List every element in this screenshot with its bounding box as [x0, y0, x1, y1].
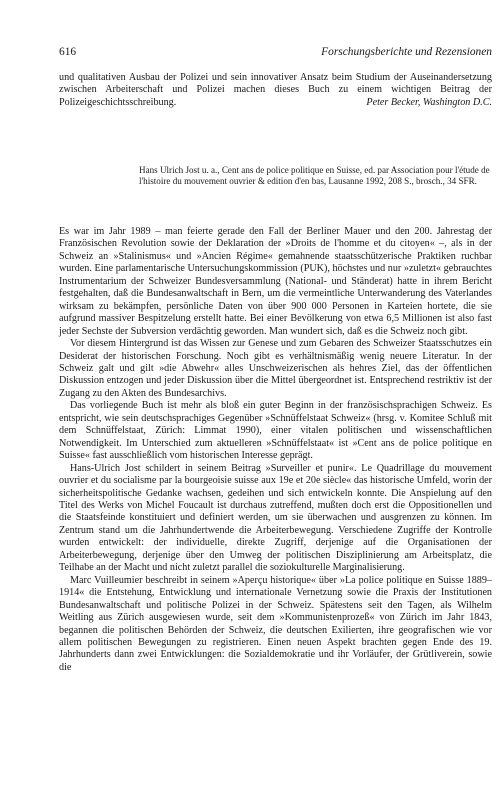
bibliography-entry: Hans Ulrich Jost u. a., Cent ans de police politique en Suisse, ed. par Association pour l'étude de l'histoire du mouvement ouvrier & edition d'en bas, Lausanne 1992, 208 S., brosch., 34 SFR. [139, 165, 490, 187]
previous-review-ending [59, 72, 492, 109]
previous-review-paragraph [59, 72, 492, 109]
book-bibliography [139, 165, 491, 188]
page-number: 616 [59, 46, 77, 58]
page-header [59, 46, 492, 60]
running-title: Forschungsberichte und Rezensionen [321, 46, 492, 58]
reviewer-signature: Peter Becker, Washington D.C. [366, 96, 492, 108]
review-paragraph-4: Hans-Ulrich Jost schildert in seinem Beitrag »Surveiller et punir«. Le Quadrillage du mouvement ouvrier et du socialisme par la bourgeoisie suisse aux 19e et 20e siècle« das historische Umfeld, worin der sicherheitspolitische Gedanke wachsen, gedeihen und sich entwickeln konnte. Die Anspielung auf den Titel des Werks von Michel Foucault ist durchaus zutreffend, mußten doch erst die Oppositionellen und die Staatsfeinde konstituiert und definiert werden, um sie überwachen und ausgrenzen zu können. Im Zentrum stand um die Jahrhundertwende die Arbeiterbewegung. Verschiedene Zugriffe der Kontrolle wurden entwickelt: der individuelle, direkte Zugriff, derjenige auf die Organisationen der Arbeiterbewegung, derjenige über den Umweg der politischen Disziplinierung am Arbeitsplatz, die Teilhabe an der Macht und nicht zuletzt parallel die soziokulturelle Marginalisierung. [59, 462, 492, 574]
review-paragraph-5: Marc Vuilleumier beschreibt in seinem »Aperçu historique« über »La police politique en Suisse 1889–1914« die Entstehung, Entwicklung und internationale Vernetzung sowie die Praxis der Institutionen Bundesanwaltschaft und politische Polizei in der Schweiz. Spätestens seit den Tagen, als Wilhelm Weitling aus Zürich ausgewiesen wurde, seit dem »Kommunistenprozeß« von Zürich im Jahr 1843, begannen die politischen Behörden der Schweiz, die deutschen Exilierten, ihre geografischen wie vor allem politischen Bewegungen zu registrieren. Einen neuen Aspekt brachten gegen Ende des 19. Jahrhunderts dann zwei Entwicklungen: die Sozialdemokratie und ihr Vorläufer, der Grütliverein, sowie die [59, 574, 492, 673]
review-body [59, 226, 492, 674]
review-paragraph-2: Vor diesem Hintergrund ist das Wissen zur Genese und zum Gebaren des Schweizer Staatsschutzes ein Desiderat der historischen Forschung. Noch gibt es verhältnismäßig wenig neuere Literatur. In der Schweiz galt und gilt »die Abwehr« alles Unschweizerischen als hehres Ziel, das der öffentlichen Diskussion entzogen und jeder Diskussion über die Mittel übergeordnet ist. Entsprechend restriktiv ist der Zugang zu den Akten des Bundesarchivs. [59, 338, 492, 399]
review-paragraph-1: Es war im Jahr 1989 – man feierte gerade den Fall der Berliner Mauer und den 200. Jahrestag der Französischen Revolution sowie der Deklaration der »Droits de l'homme et du citoyen« –, als in der Schweiz an »Stalinismus« und »Ancien Régime« gemahnende staatsschützerische Praktiken ruchbar wurden. Eine parlamentarische Untersuchungskommission (PUK), höchstes und nur »zuletzt« gebrauchtes Instrumentarium der Schweizer Bundesversammlung (National- und Ständerat) hatte in ihrem Bericht festgehalten, daß die Bundesanwaltschaft in Bern, um die vermeintliche Unterwanderung des Vaterlandes wirksam zu bekämpfen, persönliche Daten von über 900 000 Personen in Karteien hortete, die sie aufgrund massiver Bespitzelung erstellt hatte. Bei einer Bevölkerung von etwa 6,5 Millionen ist also fast jeder Sechste der Subversion verdächtig geworden. Man wundert sich, daß es die Schweiz noch gibt. [59, 226, 492, 337]
review-paragraph-3: Das vorliegende Buch ist mehr als bloß ein guter Beginn in der französischsprachigen Schweiz. Es entspricht, wie sein deutschsprachiges Gegenüber »Schnüffelstaat Schweiz« (hrsg. v. Komitee Schluß mit dem Schnüffelstaat, Zürich: Limmat 1990), einer vitalen politischen und wissenschaftlichen Notwendigkeit. Im Unterschied zum aktuelleren »Schnüffelstaat« ist »Cent ans de police politique en Suisse« fast ausschließlich vom historischen Interesse geprägt. [59, 400, 492, 462]
previous-review-text: und qualitativen Ausbau der Polizei und sein innovativer Ansatz beim Studium der Auseinandersetzung zwischen Arbeiterschaft und Polizei machen dieses Buch zu einem wichtigen Beitrag der Polizeigeschichtsschreibung. [59, 72, 492, 108]
